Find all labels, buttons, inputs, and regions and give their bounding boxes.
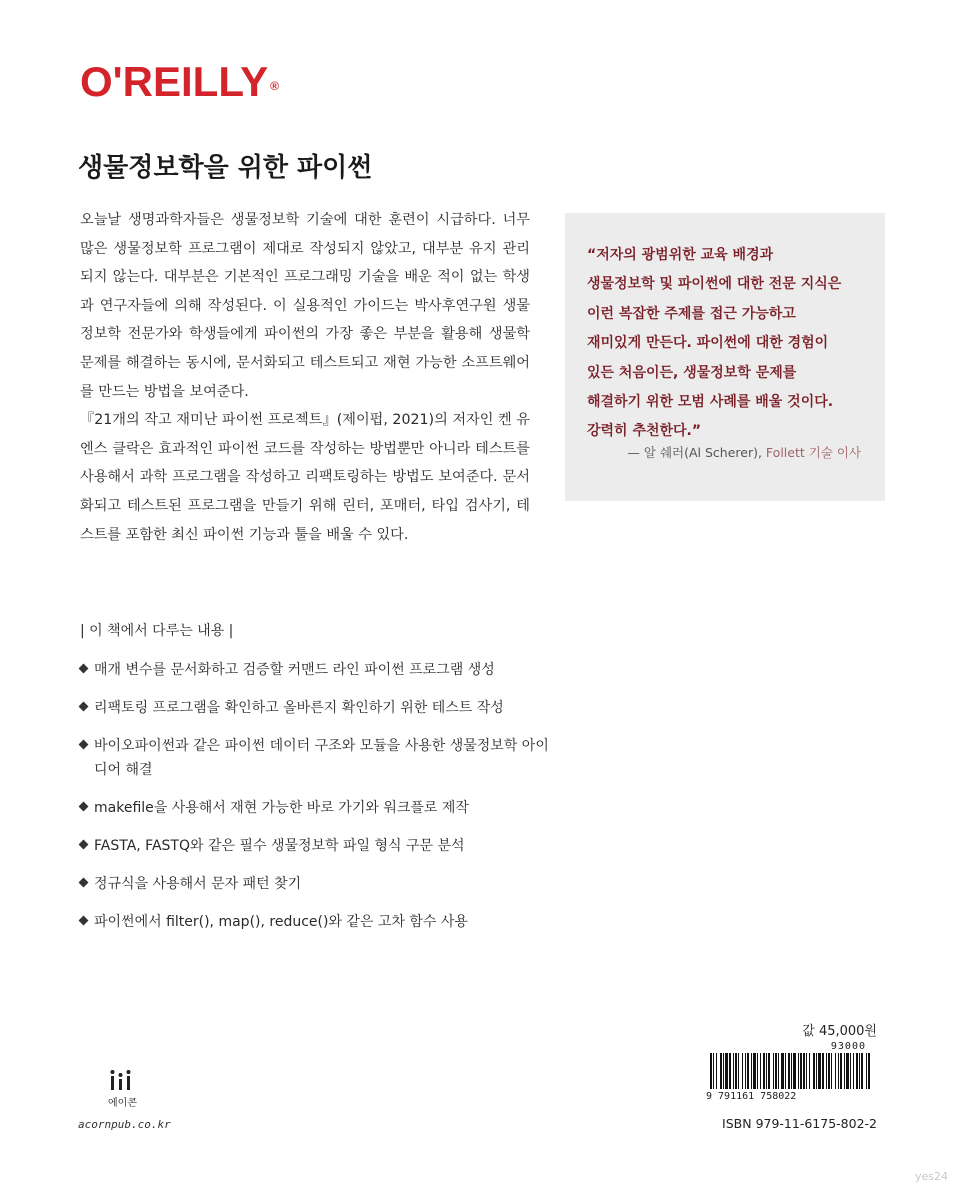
oreilly-logo: O'REILLY ® [80,58,279,105]
list-item [80,834,550,858]
quote-line: 있든 처음이든, 생물정보학 문제를 [587,364,797,381]
list-item [80,734,550,782]
feature-list [80,658,550,934]
list-item [80,910,550,934]
acorn-logo-icon [108,1068,148,1092]
feature-text: 파이썬에서 filter(), map(), reduce()와 같은 고차 함수 사용 [94,914,468,930]
endorsement-quote [587,241,877,447]
diamond-bullet-icon [79,702,89,712]
book-title: 생물정보학을 위한 파이썬 [78,153,373,183]
diamond-bullet-icon [79,916,89,926]
isbn-number: ISBN 979-11-6175-802-2 [722,1116,877,1131]
feature-text: 리팩토링 프로그램을 확인하고 올바른지 확인하기 위한 테스트 작성 [94,700,504,716]
feature-text: 바이오파이썬과 같은 파이썬 데이터 구조와 모듈을 사용한 생물정보학 아이디어 해결 [94,738,549,778]
quote-line: 해결하기 위한 모범 사례를 배울 것이다. [587,394,834,411]
feature-text: makefile을 사용해서 재현 가능한 바로 가기와 워크플로 제작 [94,800,469,816]
feature-text: 매개 변수를 문서화하고 검증할 커맨드 라인 파이썬 프로그램 생성 [94,662,495,678]
diamond-bullet-icon [79,802,89,812]
diamond-bullet-icon [79,740,89,750]
store-watermark: yes24 [914,1170,948,1183]
list-item [80,696,550,720]
list-item [80,796,550,820]
endorsement-quote-box [565,213,885,501]
quote-line: “저자의 광범위한 교육 배경과 [587,247,774,263]
barcode-icon [704,1053,876,1093]
barcode-addon-number: 93000 [830,1041,866,1052]
price-label: 값 45,000원 [802,1024,877,1039]
quote-line: 생물정보학 및 파이썬에 대한 전문 지식은 [587,276,842,293]
feature-text: 정규식을 사용해서 문자 패턴 찾기 [94,876,302,892]
list-item [80,872,550,896]
feature-text: FASTA, FASTQ와 같은 필수 생물정보학 파일 형식 구문 분석 [94,838,465,854]
description-paragraph-1: 오늘날 생명과학자들은 생물정보학 기술에 대한 훈련이 시급하다. 너무 많은 생물정보학 프로그램이 제대로 작성되지 않았고, 대부분 유지 관리되지 않는다. 대부분은 기본적인 프로그래밍 기술을 배운 적이 없는 학생과 연구자들에 의해 작성된다. 이 실용적인 가이드는 박사후연구원 생물정보학 전문가와 학생들에게 파이썬의 가장 좋은 부분을 활용해 생물학 문제를 해결하는 동시에, 문서화되고 테스트되고 재현 가능한 소프트웨어를 만드는 방법을 보여준다. [80,212,530,400]
isbn-barcode [704,1041,876,1105]
quote-line: 강력히 추천한다.” [587,423,702,440]
publisher-url: acornpub.co.kr [78,1118,171,1131]
description-paragraph-2: 『21개의 작고 재미난 파이썬 프로젝트』(제이펍, 2021)의 저자인 켄 유엔스 클락은 효과적인 파이썬 코드를 작성하는 방법뿐만 아니라 테스트를 사용해서 과학 프로그램을 작성하고 리팩토링하는 방법도 보여준다. 문서화되고 테스트된 프로그램을 만들기 위해 린터, 포매터, 타입 검사기, 테스트를 포함한 최신 파이썬 기능과 툴을 배울 수 있다. [80,412,530,543]
list-item [80,658,550,682]
diamond-bullet-icon [79,664,89,674]
book-description [80,206,530,549]
barcode-digits: 9 791161 758022 [706,1091,797,1102]
attribution-name: — 알 쉐러(Al Scherer), [627,445,762,460]
quote-line: 재미있게 만든다. 파이썬에 대한 경험이 [587,335,829,352]
diamond-bullet-icon [79,840,89,850]
quote-line: 이런 복잡한 주제를 접근 가능하고 [587,305,796,322]
attribution-org: Follett 기술 이사 [765,445,861,460]
quote-attribution [627,443,861,461]
publisher-name: 에이콘 [108,1098,137,1109]
diamond-bullet-icon [79,878,89,888]
contents-heading: | 이 책에서 다루는 내용 | [80,623,234,639]
